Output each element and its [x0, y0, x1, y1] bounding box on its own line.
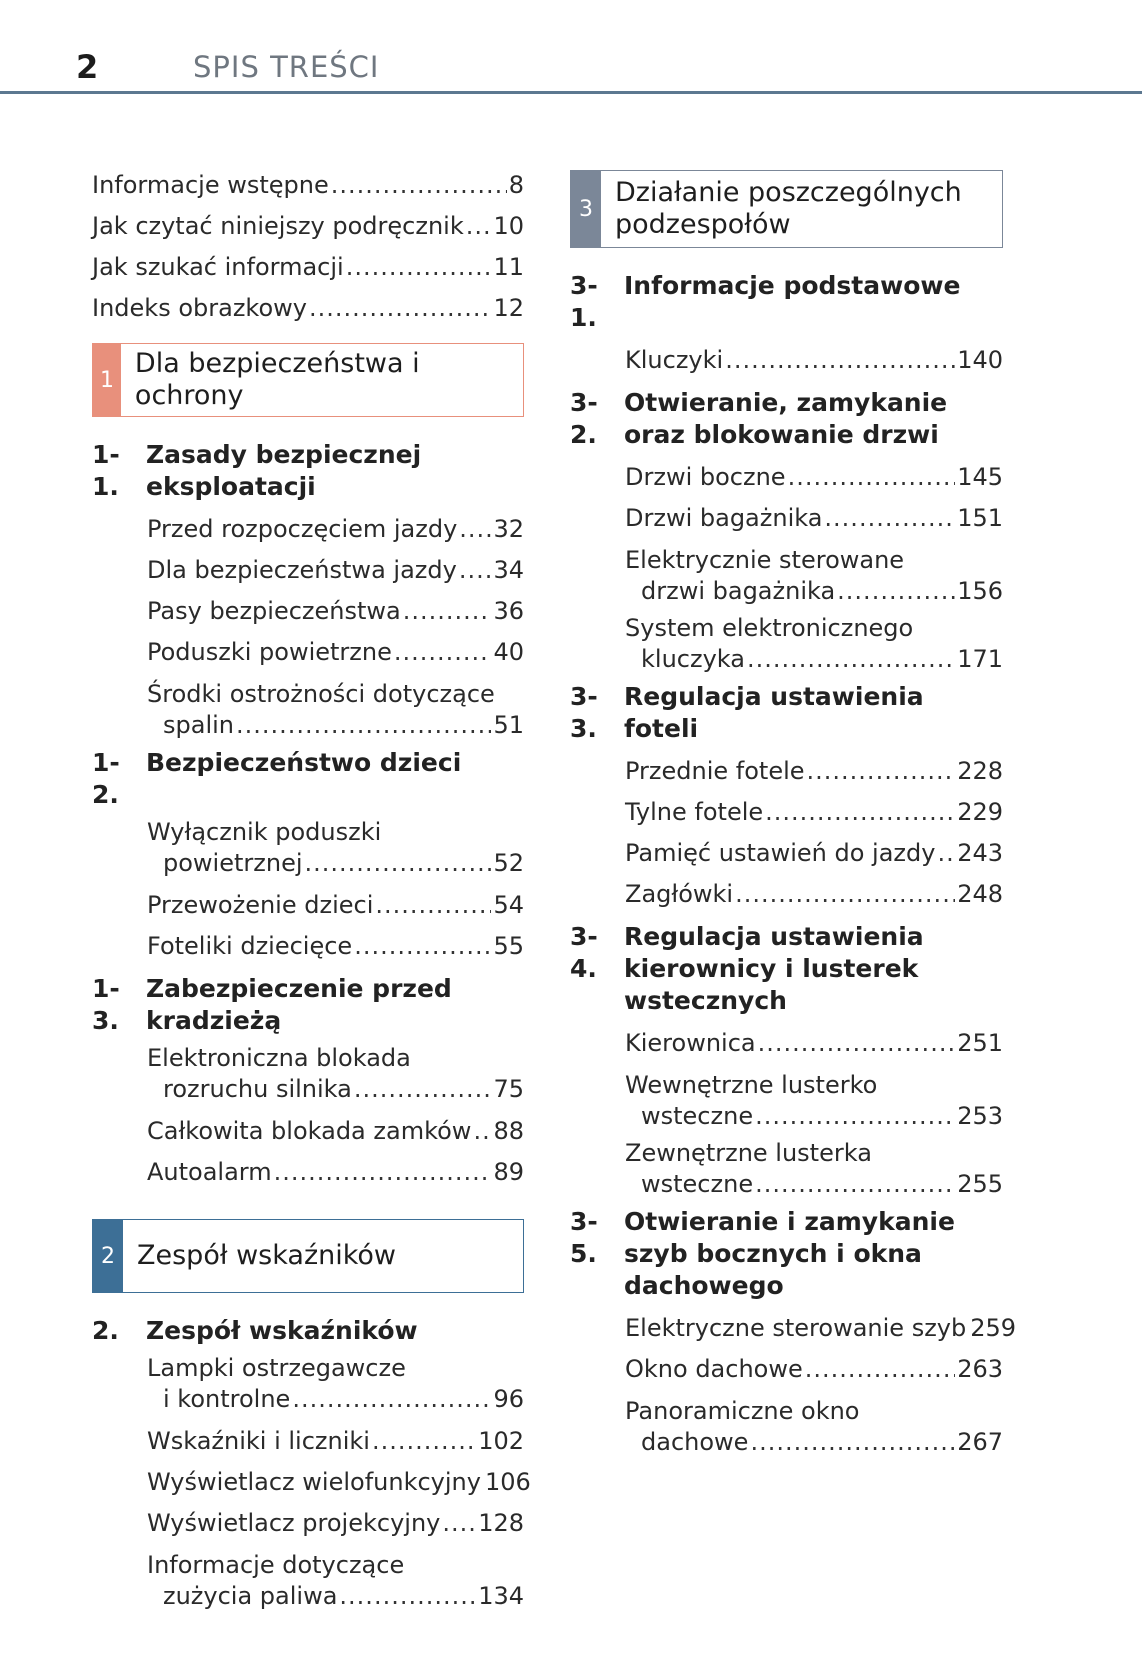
toc-entry-page: 32 [493, 515, 524, 543]
subsection-title: Bezpieczeństwo dzieci [146, 748, 462, 777]
leader-dots [755, 1169, 955, 1200]
toc-entry[interactable] [147, 509, 524, 550]
toc-entry-page: 171 [957, 645, 1003, 673]
toc-entry-page: 34 [493, 556, 524, 584]
toc-entry-page: 11 [493, 253, 524, 281]
leader-dots [459, 550, 492, 591]
toc-entry-page: 156 [957, 577, 1003, 605]
toc-entry[interactable] [625, 498, 1003, 539]
subsection-number: 3-4. [570, 922, 598, 983]
subsection-title: Zabezpieczenie przed kradzieżą [146, 974, 452, 1035]
toc-entry[interactable] [147, 632, 524, 673]
toc-entry-label: Foteliki dziecięce [147, 932, 353, 960]
leader-dots [765, 792, 955, 833]
toc-entry-label: Jak szukać informacji [92, 253, 344, 281]
section-2-tab: 2 [93, 1220, 123, 1292]
subsection-title: Regulacja ustawienia foteli [624, 682, 924, 743]
subsection-3-2-heading[interactable] [570, 387, 1003, 451]
leader-dots [750, 1427, 955, 1458]
leader-dots [747, 644, 955, 675]
leader-dots [735, 874, 955, 915]
leader-dots [837, 576, 955, 607]
toc-entry-page: 128 [478, 1509, 524, 1537]
subsection-title: Zespół wskaźników [146, 1316, 418, 1345]
leader-dots [354, 1074, 492, 1105]
section-1-tab: 1 [93, 344, 121, 416]
toc-entry-page: 253 [957, 1102, 1003, 1130]
toc-entry-label: Wyświetlacz wielofunkcyjny [147, 1468, 481, 1496]
leader-dots [394, 632, 492, 673]
leader-dots [824, 498, 955, 539]
toc-entry-label: Poduszki powietrzne [147, 638, 392, 666]
toc-entry[interactable] [625, 792, 1003, 833]
header-rule [0, 91, 1142, 94]
toc-entry[interactable] [147, 1353, 524, 1415]
section-1-title: Dla bezpieczeństwa i ochrony [134, 348, 420, 411]
toc-entry-label: Indeks obrazkowy [92, 294, 307, 322]
toc-entry[interactable] [147, 1152, 524, 1193]
leader-dots [725, 340, 955, 381]
toc-entry-page: 267 [957, 1428, 1003, 1456]
leader-dots [442, 1503, 476, 1544]
page-header [0, 0, 1142, 96]
toc-entry[interactable] [625, 874, 1003, 915]
leader-dots [331, 165, 507, 206]
toc-entry[interactable] [147, 1462, 531, 1503]
subsection-3-5-heading[interactable] [570, 1206, 1003, 1302]
toc-entry[interactable] [625, 545, 1003, 607]
toc-entry-label: Wskaźniki i liczniki [147, 1427, 370, 1455]
toc-entry-label: Tylne fotele [625, 798, 764, 826]
toc-entry-label: Informacje dotyczące [147, 1551, 405, 1579]
page-title: SPIS TREŚCI [193, 50, 380, 84]
toc-entry[interactable] [147, 679, 524, 741]
subsection-number: 3-5. [570, 1207, 598, 1268]
toc-entry[interactable] [625, 340, 1003, 381]
toc-entry-label-cont: powietrznej [163, 849, 303, 877]
toc-entry-page: 10 [493, 212, 524, 240]
toc-entry-label: Wyświetlacz projekcyjny [147, 1509, 441, 1537]
left-column [92, 165, 531, 1618]
toc-entry[interactable] [92, 288, 524, 329]
toc-entry-label: Informacje wstępne [92, 171, 329, 199]
toc-entry[interactable] [92, 206, 524, 247]
subsection-number: 3-2. [570, 388, 598, 449]
subsection-title: Regulacja ustawienia kierownicy i lusterek wstecznych [624, 922, 924, 1015]
leader-dots [788, 457, 956, 498]
leader-dots [292, 1384, 491, 1415]
leader-dots [459, 509, 491, 550]
toc-entry-label: Autoalarm [147, 1158, 272, 1186]
toc-entry-label-cont: kluczyka [641, 645, 745, 673]
leader-dots [807, 751, 956, 792]
toc-entry-label: Przednie fotele [625, 757, 805, 785]
leader-dots [346, 247, 492, 288]
toc-entry[interactable] [147, 591, 524, 632]
section-2-header[interactable] [92, 1219, 524, 1293]
toc-entry-page: 145 [957, 463, 1003, 491]
leader-dots [755, 1101, 955, 1132]
toc-entry-label: Przed rozpoczęciem jazdy [147, 515, 458, 543]
subsection-title: Otwieranie i zamykanie szyb bocznych i okna dachowego [624, 1207, 955, 1300]
toc-entry-label: Całkowita blokada zamków [147, 1117, 472, 1145]
toc-entry-page: 89 [493, 1158, 524, 1186]
subsection-number: 1-2. [92, 748, 120, 809]
toc-entry-page: 8 [508, 171, 524, 199]
toc-entry-page: 228 [957, 757, 1003, 785]
toc-entry-label-cont: drzwi bagażnika [641, 577, 836, 605]
toc-entry-page: 255 [957, 1170, 1003, 1198]
subsection-1-1-heading[interactable] [92, 439, 524, 503]
subsection-number: 1-1. [92, 440, 120, 501]
toc-entry-label: System elektronicznego [625, 614, 914, 642]
subsection-title: Informacje podstawowe [624, 271, 961, 300]
toc-entry-label: Jak czytać niniejszy podręcznik [92, 212, 464, 240]
toc-entry-page: 243 [957, 839, 1003, 867]
section-3-header[interactable] [570, 170, 1003, 248]
section-3-title-line1: Działanie poszczególnych [615, 177, 962, 208]
toc-entry[interactable] [625, 1396, 1003, 1458]
leader-dots [372, 1421, 476, 1462]
toc-entry-label: Przewożenie dzieci [147, 891, 374, 919]
toc-entry-label: Pasy bezpieczeństwa [147, 597, 401, 625]
toc-entry-label: Elektroniczna blokada [147, 1044, 411, 1072]
toc-entry[interactable] [625, 1138, 1003, 1200]
toc-entry[interactable] [92, 247, 524, 288]
toc-entry[interactable] [625, 457, 1003, 498]
toc-entry-page: 55 [493, 932, 524, 960]
toc-entry-label: Kluczyki [625, 346, 724, 374]
toc-entry-label-cont: dachowe [641, 1428, 749, 1456]
leader-dots [473, 1111, 491, 1152]
leader-dots [466, 206, 492, 247]
toc-entry[interactable] [625, 751, 1003, 792]
toc-entry-label-cont: rozruchu silnika [163, 1075, 352, 1103]
toc-entry-label: Okno dachowe [625, 1355, 803, 1383]
right-column [570, 170, 1017, 1464]
toc-entry[interactable] [625, 613, 1003, 675]
toc-entry-label: Wyłącznik poduszki [147, 818, 382, 846]
toc-entry[interactable] [147, 817, 524, 879]
section-1-header[interactable] [92, 343, 524, 417]
subsection-1-2-heading[interactable] [92, 747, 524, 811]
toc-entry[interactable] [147, 885, 524, 926]
toc-entry[interactable] [147, 1421, 524, 1462]
subsection-3-4-heading[interactable] [570, 921, 1003, 1017]
toc-entry-label: Pamięć ustawień do jazdy [625, 839, 936, 867]
toc-entry-page: 134 [478, 1582, 524, 1610]
toc-entry-label: Drzwi bagażnika [625, 504, 823, 532]
toc-entry-page: 54 [493, 891, 524, 919]
toc-entry[interactable] [147, 1111, 524, 1152]
subsection-title: Zasady bezpiecznej eksploatacji [146, 440, 422, 501]
section-3-tab: 3 [571, 171, 601, 247]
subsection-1-3-heading[interactable] [92, 973, 524, 1037]
subsection-number: 3-3. [570, 682, 598, 743]
toc-entry-label: Środki ostrożności dotyczące [147, 680, 495, 708]
toc-entry[interactable] [625, 1308, 1017, 1349]
toc-entry-page: 88 [493, 1117, 524, 1145]
leader-dots [375, 885, 491, 926]
leader-dots [305, 848, 492, 879]
leader-dots [354, 926, 491, 967]
leader-dots [805, 1349, 955, 1390]
toc-entry[interactable] [147, 1550, 524, 1612]
toc-entry[interactable] [625, 1070, 1003, 1132]
toc-entry-label: Drzwi boczne [625, 463, 786, 491]
toc-entry-page: 51 [493, 711, 524, 739]
toc-entry-page: 248 [957, 880, 1003, 908]
toc-entry-page: 140 [957, 346, 1003, 374]
leader-dots [309, 288, 491, 329]
toc-entry[interactable] [147, 550, 524, 591]
toc-entry-page: 40 [493, 638, 524, 666]
toc-entry-label: Zewnętrzne lusterka [625, 1139, 872, 1167]
toc-entry-page: 259 [970, 1314, 1017, 1342]
toc-entry[interactable] [147, 1503, 524, 1544]
toc-entry-page: 251 [957, 1029, 1003, 1057]
toc-entry-label: Kierownica [625, 1029, 756, 1057]
leader-dots [339, 1581, 476, 1612]
leader-dots [758, 1023, 956, 1064]
toc-entry-label-cont: zużycia paliwa [163, 1582, 338, 1610]
toc-entry[interactable] [625, 1023, 1003, 1064]
subsection-3-3-heading[interactable] [570, 681, 1003, 745]
toc-entry[interactable] [147, 1043, 524, 1105]
subsection-title: Otwieranie, zamykanie oraz blokowanie drzwi [624, 388, 948, 449]
leader-dots [937, 833, 955, 874]
subsection-number: 2. [92, 1316, 119, 1345]
subsection-number: 3-1. [570, 271, 598, 332]
toc-entry-label: Elektrycznie sterowane [625, 546, 905, 574]
toc-entry-label: Lampki ostrzegawcze [147, 1354, 406, 1382]
toc-entry-label-cont: spalin [163, 711, 234, 739]
toc-entry-page: 229 [957, 798, 1003, 826]
toc-entry-page: 106 [484, 1468, 531, 1496]
subsection-number: 1-3. [92, 974, 120, 1035]
toc-entry-page: 96 [493, 1385, 524, 1413]
toc-entry-page: 151 [957, 504, 1003, 532]
toc-entry[interactable] [625, 1349, 1003, 1390]
section-2-title: Zespół wskaźników [137, 1240, 397, 1271]
toc-entry[interactable] [92, 165, 524, 206]
section-3-title [601, 171, 976, 247]
toc-entry-page: 36 [493, 597, 524, 625]
toc-entry-page: 263 [957, 1355, 1003, 1383]
page-number: 2 [76, 48, 99, 86]
toc-entry-label-cont: wsteczne [641, 1102, 754, 1130]
leader-dots [403, 591, 492, 632]
toc-entry[interactable] [147, 926, 524, 967]
toc-entry-label: Elektryczne sterowanie szyb [625, 1314, 967, 1342]
subsection-3-1-heading[interactable] [570, 270, 1003, 334]
leader-dots [236, 710, 491, 741]
toc-entry-page: 52 [493, 849, 524, 877]
toc-entry-label: Panoramiczne okno [625, 1397, 860, 1425]
leader-dots [274, 1152, 492, 1193]
subsection-2-heading[interactable] [92, 1315, 524, 1347]
toc-entry-page: 75 [493, 1075, 524, 1103]
toc-entry-label-cont: i kontrolne [163, 1385, 291, 1413]
toc-entry[interactable] [625, 833, 1003, 874]
toc-entry-label: Zagłówki [625, 880, 734, 908]
toc-entry-label: Dla bezpieczeństwa jazdy [147, 556, 457, 584]
section-3-title-line2: podzespołów [615, 209, 791, 240]
toc-entry-page: 102 [478, 1427, 524, 1455]
toc-entry-label: Wewnętrzne lusterko [625, 1071, 878, 1099]
toc-entry-label-cont: wsteczne [641, 1170, 754, 1198]
toc-entry-page: 12 [493, 294, 524, 322]
